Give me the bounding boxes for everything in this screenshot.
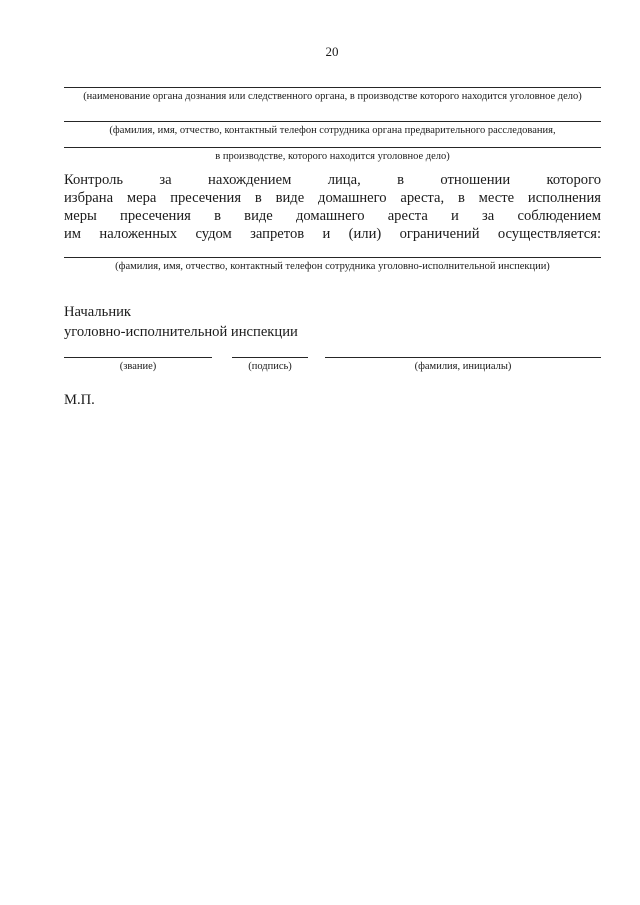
fill-in-field-inspection-officer bbox=[64, 257, 601, 273]
paragraph-line: избрана мера пресечения в виде домашнего ареста, в месте исполнения bbox=[64, 190, 601, 206]
fill-in-caption: (наименование органа дознания или следственного органа, в производстве которого находится уголовное дело) bbox=[83, 91, 582, 102]
fill-in-rule bbox=[64, 357, 212, 358]
signature-field-rank bbox=[64, 357, 212, 373]
paragraph-line: Контроль за нахождением лица, в отношении которого bbox=[64, 172, 601, 188]
signer-title-line2: уголовно-исполнительной инспекции bbox=[64, 323, 298, 340]
fill-in-rule bbox=[232, 357, 308, 358]
fill-in-rule bbox=[325, 357, 601, 358]
fill-in-field-investigator-contact bbox=[64, 121, 601, 137]
signature-field-surname-initials bbox=[325, 357, 601, 373]
signature-row bbox=[64, 357, 601, 387]
fill-in-rule bbox=[64, 147, 601, 148]
fill-in-rule bbox=[64, 121, 601, 122]
fill-in-caption: (подпись) bbox=[248, 361, 292, 372]
signature-field-signature bbox=[232, 357, 308, 373]
fill-in-caption: в производстве, которого находится уголовное дело) bbox=[215, 151, 450, 162]
fill-in-caption: (фамилия, имя, отчество, контактный телефон сотрудника уголовно-исполнительной инспекции) bbox=[115, 261, 550, 272]
signer-title-line1: Начальник bbox=[64, 304, 132, 320]
paragraph-line: им наложенных судом запретов и (или) ограничений осуществляется: bbox=[64, 226, 601, 242]
fill-in-caption: (фамилия, имя, отчество, контактный телефон сотрудника органа предварительного расследования, bbox=[109, 125, 556, 136]
fill-in-rule bbox=[64, 87, 601, 88]
signer-title bbox=[64, 303, 601, 342]
page-number: 20 bbox=[325, 44, 339, 59]
fill-in-field-case-in-proceedings bbox=[64, 147, 601, 163]
fill-in-caption: (фамилия, инициалы) bbox=[414, 361, 512, 372]
body-paragraph bbox=[64, 171, 601, 243]
fill-in-field-investigative-body bbox=[64, 87, 601, 103]
seal-place-mark: М.П. bbox=[64, 392, 95, 408]
fill-in-rule bbox=[64, 257, 601, 258]
paragraph-line: меры пресечения в виде домашнего ареста и за соблюдением bbox=[64, 208, 601, 224]
fill-in-caption: (звание) bbox=[119, 361, 157, 372]
